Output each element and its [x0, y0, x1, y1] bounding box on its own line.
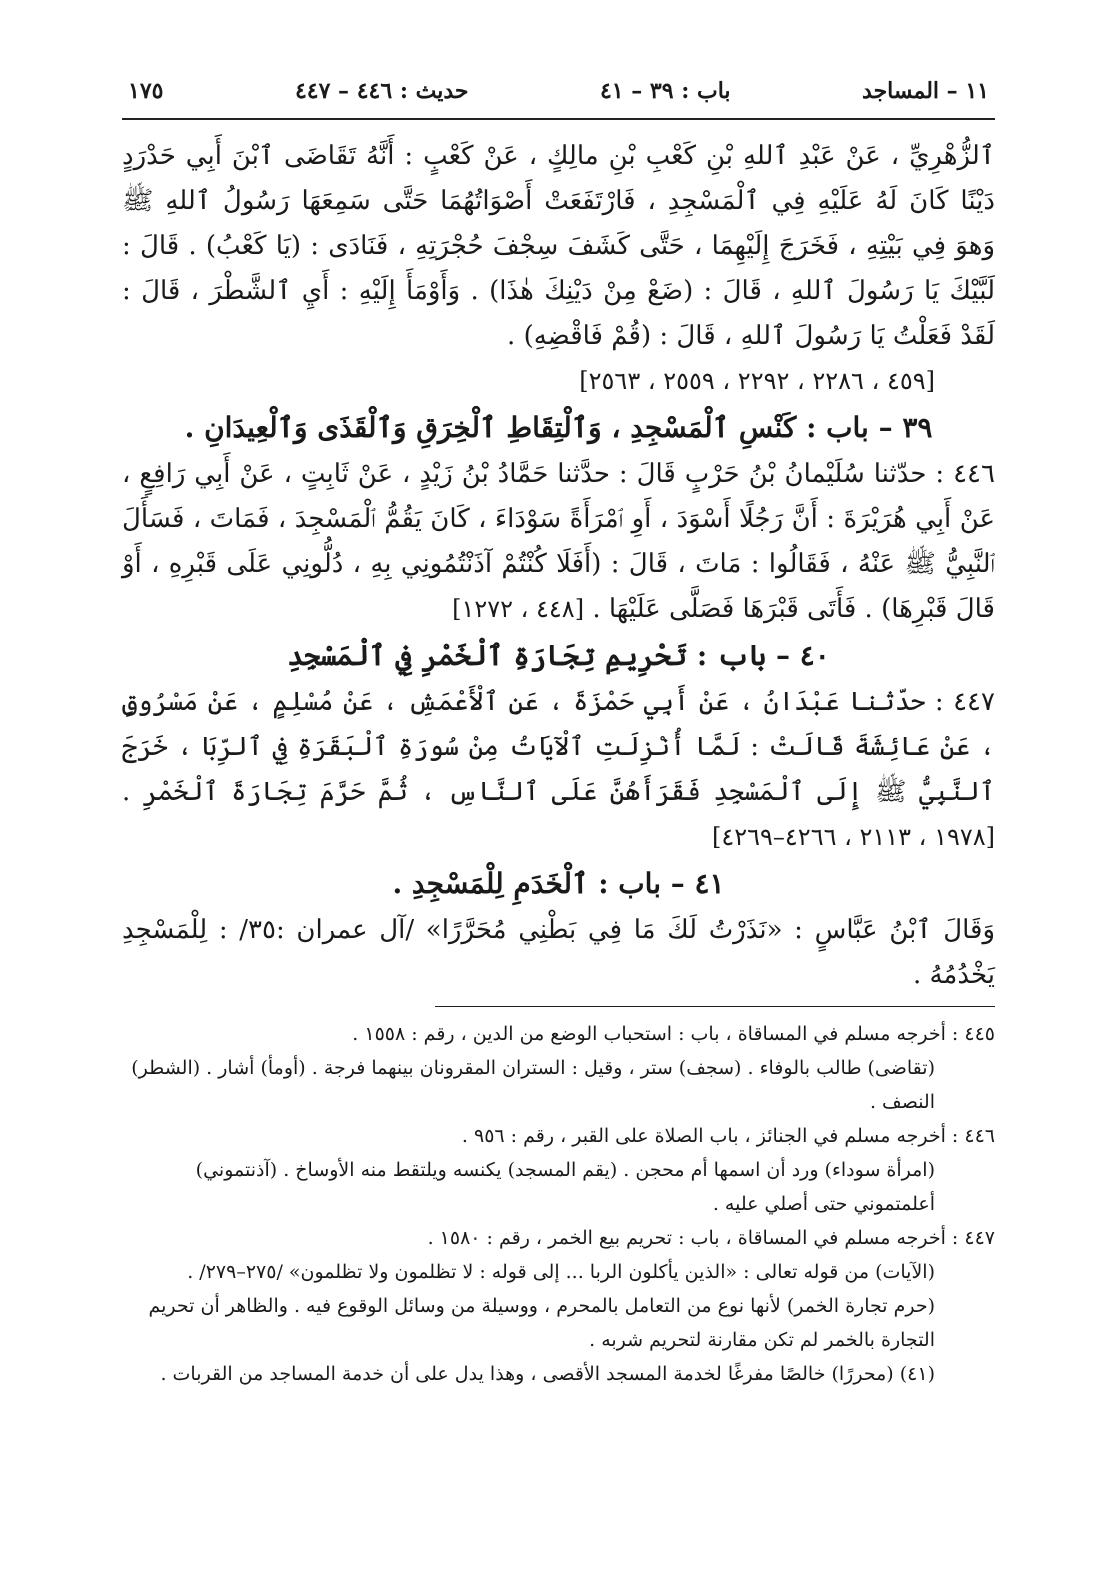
hadith-446-refs: [٤٤٨ ، ١٢٧٢]: [452, 595, 585, 623]
footnote-447-source: ٤٤٧ : أخرجه مسلم في المساقاة ، باب : تحريم بيع الخمر ، رقم : ١٥٨٠ .: [427, 1227, 995, 1249]
footnote-447-verses: (الآيات) من قوله تعالى : «الذين يأكلون الربا ... إلى قوله : لا تظلمون ولا تظلمون» /٢٧٥–٢٧٩/ .: [187, 1261, 935, 1283]
footnote-separator: [435, 1006, 995, 1007]
footnote-445-gloss: (تقاضى) طالب بالوفاء . (سجف) ستر ، وقيل : الستران المقرونان بينهما فرجة . (أومأ) أشار . (الشطر) النصف .: [131, 1057, 935, 1113]
footnote-446-source: ٤٤٦ : أخرجه مسلم في الجنائز ، باب الصلاة على القبر ، رقم : ٩٥٦ .: [461, 1125, 995, 1147]
hadith-range: حديث : ٤٤٦ – ٤٤٧: [294, 78, 469, 104]
bab-40-title: ٤٠ – باب : تَحْرِيمِ تِجَارَةِ ٱلْخَمْرِ فِي ٱلْمَسْجِدِ: [287, 639, 830, 672]
footnote-445-source: ٤٤٥ : أخرجه مسلم في المساقاة ، باب : استحباب الوضع من الدين ، رقم : ١٥٥٨ .: [352, 1023, 995, 1045]
bab-41-title: ٤١ – باب : ٱلْخَدَمِ لِلْمَسْجِدِ .: [392, 867, 725, 900]
hadith-447-body: ٤٤٧ : حدّثنا عَبْدَانُ ، عَنْ أَبِي حَمْزَةَ ، عَنِ ٱلْأَعْمَشِ ، عَنْ مُسْلِمٍ ، عَنْ مَسْرُوقٍ ، عَنْ عَائِشَةَ قَالَتْ : لَمَّا أُنْزِلَتِ ٱلْآيَاتُ مِنْ سُورَةِ ٱلْبَقَرَةِ فِي ٱلرِّبَا ، خَرَجَ ٱلنَّبِيُّ ﷺ إِلَى ٱلْمَسْجِدِ فَقَرَأَهُنَّ عَلَى ٱلنَّاسِ ، ثُمَّ حَرَّمَ تِجَارَةَ ٱلْخَمْرِ .: [122, 687, 995, 807]
main-text: [122, 134, 995, 998]
hadith-446-text: [122, 452, 995, 632]
footnote-446-gloss: (امرأة سوداء) ورد أن اسمها أم محجن . (يقم المسجد) يكنسه ويلتقط منه الأوساخ . (آذنتموني) أعلمتموني حتى أصلي عليه .: [195, 1159, 935, 1215]
hadith-447-refs: [١٩٧٨ ، ٢١١٣ ، ٤٢٦٦–٤٢٦٩]: [711, 823, 995, 851]
running-header: [122, 62, 995, 120]
bab-range: باب : ٣٩ – ٤١: [599, 78, 731, 104]
hadith-447-text: [122, 680, 995, 860]
footnotes: [122, 1017, 995, 1391]
bab-41-text: وَقَالَ ٱبْنُ عَبَّاسٍ : «نَذَرْتُ لَكَ مَا فِي بَطْنِي مُحَرَّرًا» /آل عمران :٣٥/ : لِلْمَسْجِدِ يَخْدُمُهُ .: [122, 915, 995, 990]
hadith-446-body: ٤٤٦ : حدّثنا سُلَيْمانُ بْنُ حَرْبٍ قَالَ : حدَّثنا حَمَّادُ بْنُ زَيْدٍ ، عَنْ ثَابِتٍ ، عَنْ أَبِي رَافِعٍ ، عَنْ أَبِي هُرَيْرَةَ : أَنَّ رَجُلًا أَسْوَدَ ، أَوِ ٱمْرَأَةً سَوْدَاءَ ، كَانَ يَقُمُّ ٱلْمَسْجِدَ ، فَمَاتَ ، فَسَأَلَ ٱلنَّبِيُّ ﷺ عَنْهُ ، فَقَالُوا : مَاتَ ، قَالَ : (أَفَلَا كُنْتُمْ آذَنْتُمُونِي بِهِ ، دُلُّونِي عَلَى قَبْرِهِ ، أَوْ قَالَ قَبْرِهَا) . فَأَتَى قَبْرَهَا فَصَلَّى عَلَيْهَا .: [122, 459, 995, 624]
page-number: ١٧٥: [128, 78, 164, 104]
hadith-445-refs: [٤٥٩ ، ٢٢٨٦ ، ٢٢٩٢ ، ٢٥٥٩ ، ٢٥٦٣]: [579, 367, 935, 395]
footnote-41-gloss: (٤١) (محررًا) خالصًا مفرغًا لخدمة المسجد الأقصى ، وهذا يدل على أن خدمة المساجد من القربات .: [160, 1363, 935, 1385]
footnote-447-gloss: (حرم تجارة الخمر) لأنها نوع من التعامل بالمحرم ، ووسيلة من وسائل الوقوع فيه . والظاهر أن تحريم التجارة بالخمر لم تكن مقارنة لتحريم شربه .: [148, 1295, 935, 1351]
hadith-445-continuation: ٱلزُّهْرِيِّ ، عَنْ عَبْدِ ٱللهِ بْنِ كَعْبِ بْنِ مالِكٍ ، عَنْ كَعْبٍ : أَنَّهُ تَقَاضَى ٱبْنَ أَبِي حَدْرَدٍ دَيْنًا كَانَ لَهُ عَلَيْهِ فِي ٱلْمَسْجِدِ ، فَارْتَفَعَتْ أَصْوَاتُهُمَا حَتَّى سَمِعَهَا رَسُولُ ٱللهِ ﷺ وَهوَ فِي بَيْتِهِ ، فَخَرَجَ إِلَيْهِمَا ، حَتَّى كَشَفَ سِجْفَ حُجْرَتِهِ ، فَنَادَى : (يَا كَعْبُ) . قَالَ : لَبَّيْكَ يَا رَسُولَ ٱللهِ ، قَالَ : (ضَعْ مِنْ دَيْنِكَ هٰذَا) . وَأَوْمَأَ إِلَيْهِ : أَيِ ٱلشَّطْرَ ، قَالَ : لَقَدْ فَعَلْتُ يَا رَسُولَ ٱللهِ ، قَالَ : (قُمْ فَاقْضِهِ) .: [122, 141, 995, 351]
bab-39-title: ٣٩ – باب : كَنْسِ ٱلْمَسْجِدِ ، وَٱلْتِقَاطِ ٱلْخِرَقِ وَٱلْقَذَى وَٱلْعِيدَانِ .: [184, 411, 933, 444]
chapter-title: ١١ – المساجد: [862, 78, 989, 104]
